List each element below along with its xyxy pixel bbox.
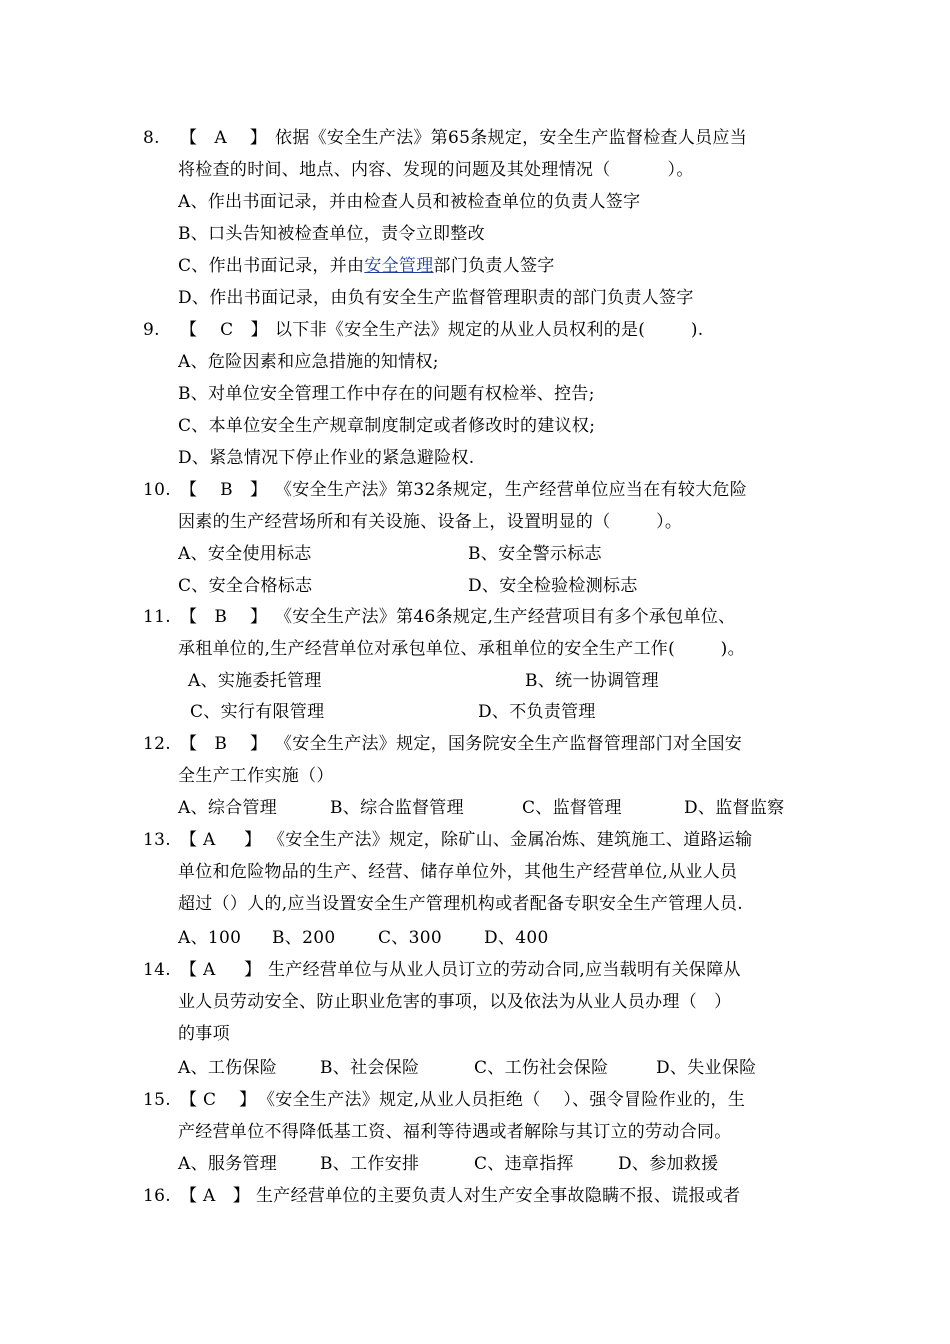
answer-bracket: 【 B 】 bbox=[180, 607, 268, 627]
question-number: 9. bbox=[143, 320, 160, 340]
option-d: D、监督监察 bbox=[684, 798, 785, 818]
question-text: 承租单位的,生产经营单位对承包单位、承租单位的安全生产工作( )。 bbox=[178, 639, 745, 659]
question-number: 14. bbox=[143, 960, 171, 980]
option-c: C、本单位安全生产规章制度制定或者修改时的建议权; bbox=[178, 416, 596, 436]
answer-bracket: 【 A 】 bbox=[180, 128, 268, 148]
question-text: 《安全生产法》规定,从业人员拒绝（ ）、强令冒险作业的，生 bbox=[258, 1090, 746, 1110]
option-b: B、安全警示标志 bbox=[468, 544, 602, 564]
question-text: 生产经营单位的主要负责人对生产安全事故隐瞒不报、谎报或者 bbox=[256, 1186, 741, 1206]
option-b: B、对单位安全管理工作中存在的问题有权检举、控告; bbox=[178, 384, 595, 404]
option-d: D、400 bbox=[484, 928, 549, 948]
answer-bracket: 【 A 】 bbox=[180, 1186, 250, 1206]
option-c bbox=[178, 254, 555, 278]
question-text: 将检查的时间、地点、内容、发现的问题及其处理情况（ ）。 bbox=[178, 160, 694, 180]
option-d: D、参加救援 bbox=[618, 1154, 719, 1174]
question-number: 15. bbox=[143, 1090, 171, 1110]
question-text: 《安全生产法》规定，除矿山、金属冶炼、建筑施工、道路运输 bbox=[268, 830, 753, 850]
option-b: B、200 bbox=[272, 928, 336, 948]
question-number: 13. bbox=[143, 830, 171, 850]
option-d: D、安全检验检测标志 bbox=[468, 576, 638, 596]
question-number: 16. bbox=[143, 1186, 171, 1206]
answer-bracket: 【 B 】 bbox=[180, 734, 268, 754]
option-c: C、安全合格标志 bbox=[178, 576, 313, 596]
option-c-tail: 部门负责人签字 bbox=[433, 256, 555, 276]
question-text: 以下非《安全生产法》规定的从业人员权利的是( ). bbox=[275, 320, 704, 340]
option-d: D、紧急情况下停止作业的紧急避险权. bbox=[178, 448, 475, 468]
question-number: 11. bbox=[143, 607, 171, 627]
answer-bracket: 【 C 】 bbox=[180, 320, 268, 340]
option-b: B、口头告知被检查单位，责令立即整改 bbox=[178, 224, 485, 244]
question-text: 因素的生产经营场所和有关设施、设备上，设置明显的（ ）。 bbox=[178, 512, 683, 532]
safety-management-link[interactable]: 安全管理 bbox=[364, 256, 434, 276]
option-c-head: C、作出书面记录，并由 bbox=[178, 256, 365, 276]
question-text: 《安全生产法》第32条规定，生产经营单位应当在有较大危险 bbox=[275, 480, 748, 500]
option-d: D、作出书面记录，由负有安全生产监督管理职责的部门负责人签字 bbox=[178, 288, 694, 308]
option-c: C、违章指挥 bbox=[474, 1154, 574, 1174]
option-b: B、综合监督管理 bbox=[330, 798, 464, 818]
question-text: 产经营单位不得降低基工资、福利等待遇或者解除与其订立的劳动合同。 bbox=[178, 1122, 732, 1142]
option-b: B、统一协调管理 bbox=[525, 671, 659, 691]
answer-bracket: 【 B 】 bbox=[180, 480, 268, 500]
option-c: C、实行有限管理 bbox=[190, 702, 325, 722]
option-d: D、不负责管理 bbox=[478, 702, 596, 722]
question-text: 生产经营单位与从业人员订立的劳动合同,应当载明有关保障从 bbox=[268, 960, 741, 980]
option-a: A、实施委托管理 bbox=[188, 671, 322, 691]
question-text: 《安全生产法》第46条规定,生产经营项目有多个承包单位、 bbox=[275, 607, 736, 627]
option-c: C、监督管理 bbox=[522, 798, 622, 818]
option-a: A、作出书面记录，并由检查人员和被检查单位的负责人签字 bbox=[178, 192, 641, 212]
option-a: A、服务管理 bbox=[178, 1154, 278, 1174]
option-d: D、失业保险 bbox=[656, 1058, 757, 1078]
question-text: 依据《安全生产法》第65条规定，安全生产监督检查人员应当 bbox=[275, 128, 748, 148]
question-number: 8. bbox=[143, 128, 160, 148]
option-b: B、工作安排 bbox=[320, 1154, 420, 1174]
question-text: 的事项 bbox=[178, 1024, 230, 1044]
question-text: 单位和危险物品的生产、经营、储存单位外，其他生产经营单位,从业人员 bbox=[178, 862, 738, 882]
question-text: 全生产工作实施（） bbox=[178, 766, 334, 786]
answer-bracket: 【 A 】 bbox=[180, 960, 262, 980]
option-b: B、社会保险 bbox=[320, 1058, 420, 1078]
answer-bracket: 【 A 】 bbox=[180, 830, 262, 850]
option-a: A、工伤保险 bbox=[178, 1058, 278, 1078]
option-a: A、危险因素和应急措施的知情权; bbox=[178, 352, 439, 372]
option-a: A、综合管理 bbox=[178, 798, 278, 818]
option-c: C、工伤社会保险 bbox=[474, 1058, 609, 1078]
option-c: C、300 bbox=[378, 928, 442, 948]
question-text: 《安全生产法》规定，国务院安全生产监督管理部门对全国安 bbox=[275, 734, 743, 754]
answer-bracket: 【 C 】 bbox=[180, 1090, 257, 1110]
question-text: 超过（）人的,应当设置安全生产管理机构或者配备专职安全生产管理人员. bbox=[178, 894, 744, 914]
question-number: 10. bbox=[143, 480, 171, 500]
question-text: 业人员劳动安全、防止职业危害的事项，以及依法为从业人员办理（ ） bbox=[178, 992, 732, 1012]
option-a: A、100 bbox=[178, 928, 242, 948]
question-number: 12. bbox=[143, 734, 171, 754]
option-a: A、安全使用标志 bbox=[178, 544, 312, 564]
